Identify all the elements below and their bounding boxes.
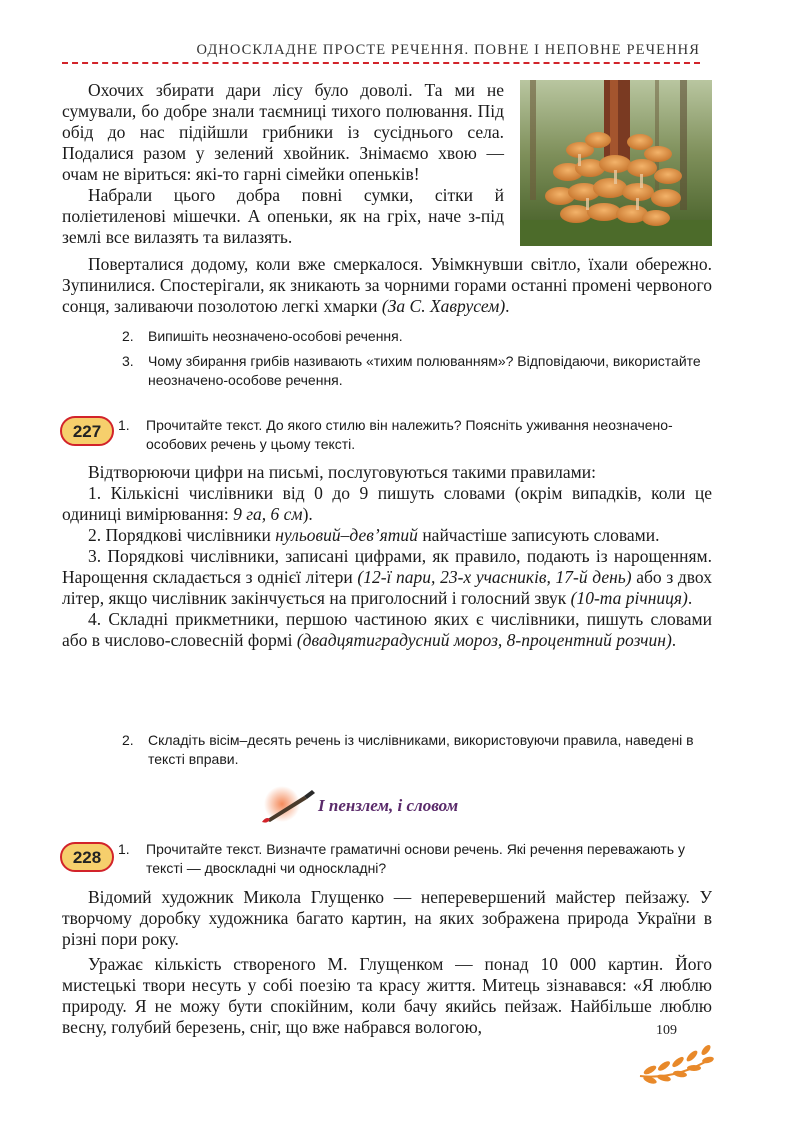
page-number: 109 bbox=[656, 1023, 677, 1038]
rule-item: 3. Порядкові числівники, записані цифрами, як правило, подають із нарощенням. Нарощення складається з однієї літери (12-ї пари, 23-х учасників, 17-й день) або з двох літер, якщо числівник закінчується на приголосний і голосний звук (10-та річниця). bbox=[62, 546, 712, 608]
rules-text bbox=[62, 462, 712, 651]
exercise-228-task1 bbox=[118, 840, 712, 878]
intro-text-wide bbox=[62, 254, 712, 317]
task-text: Складіть вісім–десять речень із числівниками, використовуючи правила, наведені в тексті вправи. bbox=[148, 732, 694, 767]
paragraph: Охочих збирати дари лісу було доволі. Та ми не сумували, бо добре знали таємниці тихого полювання. Під обід до нас підійшли грибники із сусіднього села. Подалися разом у зелений хвойник. Знімаємо хвою — очам не віриться: які-то гарні сімейки опеньків! bbox=[62, 80, 504, 184]
task-text: Прочитайте текст. До якого стилю він належить? Поясніть уживання неозначено-особових речень у цьому тексті. bbox=[146, 417, 673, 452]
paragraph: Набрали цього добра повні сумки, сітки й поліетиленові мішечки. А опеньки, як на гріх, наче з-під землі все вилазять та вилазять. bbox=[62, 185, 504, 247]
task-number: 3. bbox=[122, 353, 134, 369]
exercise-badge-227 bbox=[60, 416, 114, 446]
paragraph: Відомий художник Микола Глущенко — неперевершений майстер пейзажу. У творчому доробку художника багато картин, на яких зображена природа України в різні пори року. bbox=[62, 887, 712, 949]
paragraph: Поверталися додому, коли вже смеркалося. Увімкнувши світло, їхали обережно. Зупинилися. Спостерігали, як зникають за чорними горами останні промені червоного сонця, заливаючи позолотою легкі хмарки (За С. Хаврусем). bbox=[62, 254, 712, 316]
task-number: 1. bbox=[118, 841, 130, 857]
task-text: Прочитайте текст. Визначте граматичні основи речень. Які речення переважають у тексті — двоскладні чи односкладні? bbox=[146, 841, 685, 876]
task-text: Чому збирання грибів називають «тихим полюванням»? Відповідаючи, використайте неозначено-особове речення. bbox=[148, 353, 701, 388]
wheat-icon bbox=[636, 1036, 716, 1084]
rule-item: 2. Порядкові числівники нульовий–дев’ятий найчастіше записують словами. bbox=[88, 525, 660, 545]
task-number: 1. bbox=[118, 417, 130, 433]
rule-item: 1. Кількісні числівники від 0 до 9 пишуть словами (окрім випадків, коли це одиниці вимірювання: 9 га, 6 см). bbox=[62, 483, 712, 524]
source-citation: (За С. Хаврусем) bbox=[381, 296, 506, 316]
mushroom-photo bbox=[520, 80, 712, 246]
exercise-228-text bbox=[62, 887, 712, 1038]
section-heading bbox=[260, 786, 540, 826]
exercise-badge-228 bbox=[60, 842, 114, 872]
exercise-number: 228 bbox=[72, 848, 102, 867]
section-title: І пензлем, і словом bbox=[318, 796, 459, 815]
tasks-list bbox=[62, 327, 712, 390]
task-number: 2. bbox=[122, 732, 134, 748]
exercise-number: 227 bbox=[72, 422, 102, 441]
exercise-227-task1 bbox=[118, 416, 712, 454]
running-head: ОДНОСКЛАДНЕ ПРОСТЕ РЕЧЕННЯ. ПОВНЕ І НЕПОВНЕ РЕЧЕННЯ bbox=[196, 42, 700, 58]
paragraph: Відтворюючи цифри на письмі, послуговуються такими правилами: bbox=[88, 462, 596, 482]
task-number: 2. bbox=[122, 328, 134, 344]
exercise-227-task2 bbox=[62, 731, 712, 769]
paintbrush-icon bbox=[260, 786, 320, 826]
paragraph: Уражає кількість створеного М. Глущенком — понад 10 000 картин. Його мистецькі твори несуть у собі поезію та красу життя. Митець зізнавався: «Я люблю природу. Я не можу бути спокійним, коли бачу якийсь пейзаж. Найбільше люблю весну, голубий березень, сніг, що вже набрався вологою, bbox=[62, 954, 712, 1037]
header-divider bbox=[62, 62, 700, 64]
rule-item: 4. Складні прикметники, першою частиною яких є числівники, пишуть словами або в числово-словесній формі (двадцятиградусний мороз, 8-процентний розчин). bbox=[62, 609, 712, 650]
intro-text-narrow bbox=[62, 80, 504, 248]
task-item bbox=[62, 327, 712, 346]
task-text: Випишіть неозначено-особові речення. bbox=[148, 328, 403, 344]
task-item bbox=[62, 352, 712, 390]
